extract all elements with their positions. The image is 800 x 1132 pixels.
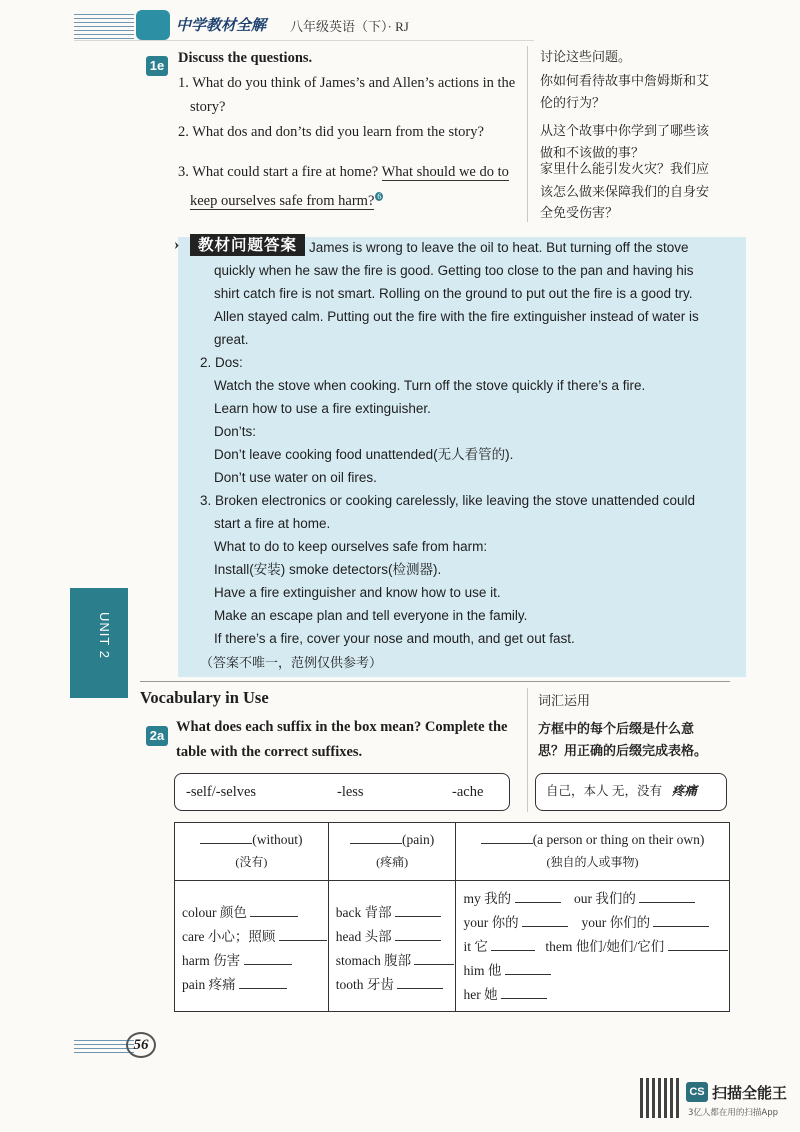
section-divider bbox=[140, 681, 730, 682]
table-row bbox=[330, 973, 455, 997]
footer-decoration bbox=[74, 1040, 134, 1056]
answer-blank[interactable] bbox=[397, 988, 443, 989]
section-badge-2a: 2a bbox=[146, 726, 168, 746]
answer-blank[interactable] bbox=[515, 902, 561, 903]
meaning-item: 无，没有 bbox=[612, 784, 663, 798]
answer-note: （答案不唯一，范例仅供参考） bbox=[200, 655, 383, 670]
header-cn: (独自的人或事物) bbox=[546, 855, 639, 869]
word: back 背部 bbox=[335, 905, 392, 920]
answer-line: shirt catch fire is not smart. Rolling on the ground to put out the fire is a good try. bbox=[214, 286, 693, 301]
suffix-table bbox=[174, 822, 730, 1012]
table-row bbox=[457, 935, 727, 959]
table-header-without bbox=[175, 823, 329, 881]
answer-blank[interactable] bbox=[350, 843, 402, 844]
answer-arrow-icon: › bbox=[174, 236, 180, 253]
unit-label: UNIT 2 bbox=[97, 612, 112, 659]
vocab-title: Vocabulary in Use bbox=[140, 688, 269, 707]
section-badge-1e: 1e bbox=[146, 56, 168, 76]
answer-blank[interactable] bbox=[491, 950, 535, 951]
header-divider bbox=[74, 40, 534, 41]
table-row bbox=[330, 901, 455, 925]
question-3-underlined-2: keep ourselves safe from harm? bbox=[190, 192, 375, 209]
vocab-question-line1: What does each suffix in the box mean? Complete the bbox=[176, 719, 508, 735]
scanner-name: 扫描全能王 bbox=[712, 1084, 788, 1102]
meaning-item: 疼痛 bbox=[672, 784, 698, 798]
answer-line: great. bbox=[214, 332, 249, 347]
answer-line: 2. Dos: bbox=[200, 355, 243, 370]
answer-line: Don’t leave cooking food unattended(无人看管的). bbox=[214, 447, 514, 462]
cn-q3-line2: 该怎么做来保障我们的自身安 bbox=[540, 184, 710, 199]
table-row bbox=[457, 911, 727, 935]
answer-blank[interactable] bbox=[250, 916, 298, 917]
answer-blank[interactable] bbox=[279, 940, 327, 941]
word: our 我们的 bbox=[574, 891, 636, 906]
word: tooth 牙齿 bbox=[335, 977, 394, 992]
answer-line: If there’s a fire, cover your nose and mouth, and get out fast. bbox=[214, 631, 575, 646]
book-grade: 八年级英语（下）· RJ bbox=[290, 19, 409, 34]
page-number: 56 bbox=[126, 1032, 156, 1058]
cn-q2-line1: 从这个故事中你学到了哪些该 bbox=[540, 123, 710, 138]
answer-blank[interactable] bbox=[639, 902, 695, 903]
table-col-pain bbox=[328, 881, 456, 1012]
note-marker: 6 bbox=[377, 192, 382, 201]
vocab-cn-title: 词汇运用 bbox=[538, 693, 591, 708]
question-3-underlined: What should we do to bbox=[381, 164, 509, 180]
word: them 他们/她们/它们 bbox=[545, 939, 665, 954]
question-2: 2. What dos and don’ts did you learn from the story? bbox=[178, 124, 484, 140]
answer-line: Make an escape plan and tell everyone in the family. bbox=[214, 608, 528, 623]
table-row bbox=[176, 925, 327, 949]
word: care 小心；照顾 bbox=[182, 929, 276, 944]
word: her 她 bbox=[463, 987, 498, 1002]
word: harm 伤害 bbox=[182, 953, 241, 968]
table-row bbox=[330, 925, 455, 949]
answer-blank[interactable] bbox=[501, 998, 547, 999]
table-header-own bbox=[456, 823, 729, 881]
answer-line: Watch the stove when cooking. Turn off the stove quickly if there’s a fire. bbox=[214, 378, 646, 393]
header-cn: (没有) bbox=[235, 855, 268, 869]
answer-blank[interactable] bbox=[522, 926, 568, 927]
header-label: (a person or thing on their own) bbox=[532, 832, 705, 847]
answer-line: Have a fire extinguisher and know how to use it. bbox=[214, 585, 501, 600]
answer-line: Don’t use water on oil fires. bbox=[214, 470, 377, 485]
scanner-logo: CS bbox=[686, 1082, 708, 1102]
header-label: (pain) bbox=[401, 832, 435, 847]
suffix-item: -self/-selves bbox=[186, 784, 257, 800]
answer-blank[interactable] bbox=[505, 974, 551, 975]
header-label: (without) bbox=[252, 832, 303, 847]
table-row bbox=[176, 973, 327, 997]
table-row bbox=[457, 887, 727, 911]
vocab-question-line2: table with the correct suffixes. bbox=[176, 744, 363, 760]
answer-blank[interactable] bbox=[668, 950, 728, 951]
word: him 他 bbox=[463, 963, 502, 978]
answer-line: start a fire at home. bbox=[214, 516, 331, 531]
answer-blank[interactable] bbox=[653, 926, 709, 927]
table-row bbox=[457, 983, 727, 1007]
answer-line: Learn how to use a fire extinguisher. bbox=[214, 401, 431, 416]
answer-line: Allen stayed calm. Putting out the fire with the fire extinguisher instead of water is bbox=[214, 309, 699, 324]
word: my 我的 bbox=[463, 891, 512, 906]
section-title-1e: Discuss the questions. bbox=[178, 50, 313, 66]
answer-line: quickly when he saw the fire is good. Getting too close to the pan and having his bbox=[214, 263, 694, 278]
question-3-part-1: 3. What could start a fire at home? bbox=[178, 164, 379, 180]
answer-blank[interactable] bbox=[244, 964, 292, 965]
suffix-item: -less bbox=[337, 784, 364, 800]
cn-q1-line2: 伦的行为？ bbox=[540, 95, 606, 110]
answer-blank[interactable] bbox=[200, 843, 252, 844]
answer-tab: 教材问题答案 bbox=[190, 234, 305, 256]
answer-line: Install(安装) smoke detectors(检测器). bbox=[214, 562, 442, 577]
vocab-cn-line1: 方框中的每个后缀是什么意 bbox=[538, 721, 695, 736]
column-divider-2 bbox=[527, 688, 528, 812]
scanner-tagline: 3亿人都在用的扫描App bbox=[688, 1108, 779, 1118]
question-1-line-1: 1. What do you think of James’s and Allen’s actions in the bbox=[178, 75, 516, 91]
answer-blank[interactable] bbox=[481, 843, 533, 844]
answer-line: What to do to keep ourselves safe from harm: bbox=[214, 539, 488, 554]
table-row bbox=[176, 949, 327, 973]
table-col-without bbox=[175, 881, 329, 1012]
qr-code-icon bbox=[640, 1078, 680, 1118]
word: pain 疼痛 bbox=[182, 977, 236, 992]
word: stomach 腹部 bbox=[335, 953, 412, 968]
book-title: 中学教材全解 bbox=[176, 18, 267, 34]
word: your 你们的 bbox=[581, 915, 651, 930]
header-cn: (疼痛) bbox=[376, 855, 409, 869]
answer-line: 1. James is wrong to leave the oil to heat. But turning off the stove bbox=[294, 240, 689, 255]
table-col-own bbox=[456, 881, 729, 1012]
word: head 头部 bbox=[335, 929, 392, 944]
cn-title-1e: 讨论这些问题。 bbox=[540, 49, 632, 64]
table-row bbox=[457, 959, 727, 983]
answer-blank[interactable] bbox=[239, 988, 287, 989]
answer-blank[interactable] bbox=[395, 916, 441, 917]
word: it 它 bbox=[463, 939, 488, 954]
cn-q2-line2: 做和不该做的事？ bbox=[540, 145, 645, 160]
answer-blank[interactable] bbox=[414, 964, 454, 965]
answer-blank[interactable] bbox=[395, 940, 441, 941]
answer-line: 3. Broken electronics or cooking carelessly, like leaving the stove unattended could bbox=[200, 493, 696, 508]
cn-q3-line3: 全免受伤害？ bbox=[540, 205, 619, 220]
table-header-pain bbox=[328, 823, 456, 881]
cn-q1-line1: 你如何看待故事中詹姆斯和艾 bbox=[540, 73, 710, 88]
question-3-line-1 bbox=[178, 161, 509, 183]
cn-q3-line1: 家里什么能引发火灾？我们应 bbox=[540, 161, 710, 176]
question-3-line-2 bbox=[190, 186, 383, 212]
suffix-item: -ache bbox=[452, 784, 484, 800]
header-decoration bbox=[74, 14, 134, 40]
book-logo-icon bbox=[136, 10, 170, 40]
question-1-line-2: story? bbox=[190, 99, 226, 115]
table-row bbox=[330, 949, 455, 973]
meaning-item: 自己，本人 bbox=[546, 784, 609, 798]
word: colour 颜色 bbox=[182, 905, 247, 920]
table-row bbox=[176, 901, 327, 925]
answer-line: Don’ts: bbox=[214, 424, 257, 439]
word: your 你的 bbox=[463, 915, 519, 930]
vocab-cn-line2: 思？用正确的后缀完成表格。 bbox=[538, 743, 708, 758]
column-divider bbox=[527, 46, 528, 222]
